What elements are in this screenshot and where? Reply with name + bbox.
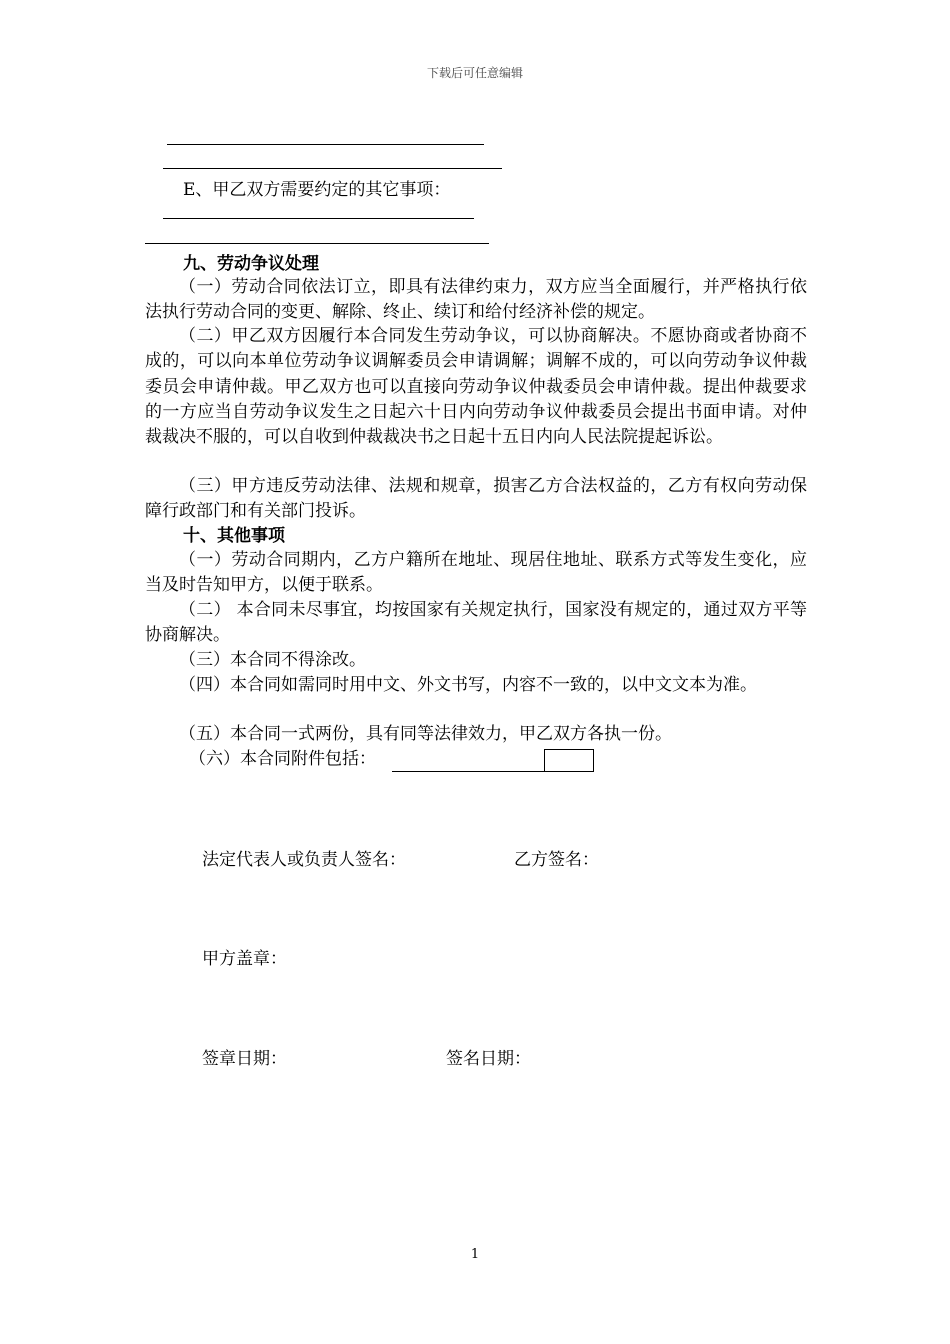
attachment-box[interactable] [544, 749, 594, 772]
section-9-paragraph-3: （三）甲方违反劳动法律、法规和规章，损害乙方合法权益的，乙方有权向劳动保障行政部门和有关部门投诉。 [145, 476, 807, 522]
section-9-paragraph-1: （一）劳动合同依法订立，即具有法律约束力，双方应当全面履行，并严格执行依法执行劳动合同的变更、解除、终止、续订和给付经济补偿的规定。 [145, 277, 807, 323]
section-10-paragraph-1: （一）劳动合同期内，乙方户籍所在地址、现居住地址、联系方式等发生变化，应当及时告知甲方，以便于联系。 [145, 550, 807, 596]
party-a-seal-label: 甲方盖章： [202, 949, 287, 969]
page-number: 1 [470, 1247, 480, 1262]
legal-rep-signature-label: 法定代表人或负责人签名： [202, 850, 406, 870]
blank-line [167, 144, 484, 145]
blank-line [145, 243, 489, 244]
page-header: 下载后可任意编辑 [426, 66, 523, 80]
section-10-paragraph-3: （三）本合同不得涂改。 [179, 650, 366, 670]
attachment-label: （六）本合同附件包括： [189, 749, 376, 769]
section-10-title: 十、其他事项 [183, 526, 285, 546]
section-9-paragraph-2: （二）甲乙双方因履行本合同发生劳动争议，可以协商解决。不愿协商或者协商不成的，可以向本单位劳动争议调解委员会申请调解；调解不成的，可以向劳动争议仲裁委员会申请仲裁。甲乙双方也可以直接向劳动争议仲裁委员会申请仲裁。提出仲裁要求的一方应当自劳动争议发生之日起六十日内向劳动争议仲裁委员会提出书面申请。对仲裁裁决不服的，可以自收到仲裁裁决书之日起十五日内向人民法院提起诉讼。 [145, 326, 807, 448]
section-9-title: 九、劳动争议处理 [183, 254, 319, 274]
attachment-blank[interactable] [392, 753, 544, 772]
sign-date-label: 签名日期： [446, 1049, 531, 1069]
blank-line [163, 218, 474, 219]
section-10-paragraph-2: （二） 本合同未尽事宜，均按国家有关规定执行，国家没有规定的，通过双方平等协商解决。 [145, 600, 807, 646]
section-10-paragraph-4: （四）本合同如需同时用中文、外文书写，内容不一致的，以中文文本为准。 [179, 675, 757, 695]
party-b-signature-label: 乙方签名： [514, 850, 599, 870]
seal-date-label: 签章日期： [202, 1049, 287, 1069]
attachment-row [189, 747, 594, 772]
blank-line [163, 168, 502, 169]
item-e-label: E、甲乙双方需要约定的其它事项： [183, 180, 451, 200]
section-10-paragraph-5: （五）本合同一式两份，具有同等法律效力，甲乙双方各执一份。 [179, 724, 672, 744]
